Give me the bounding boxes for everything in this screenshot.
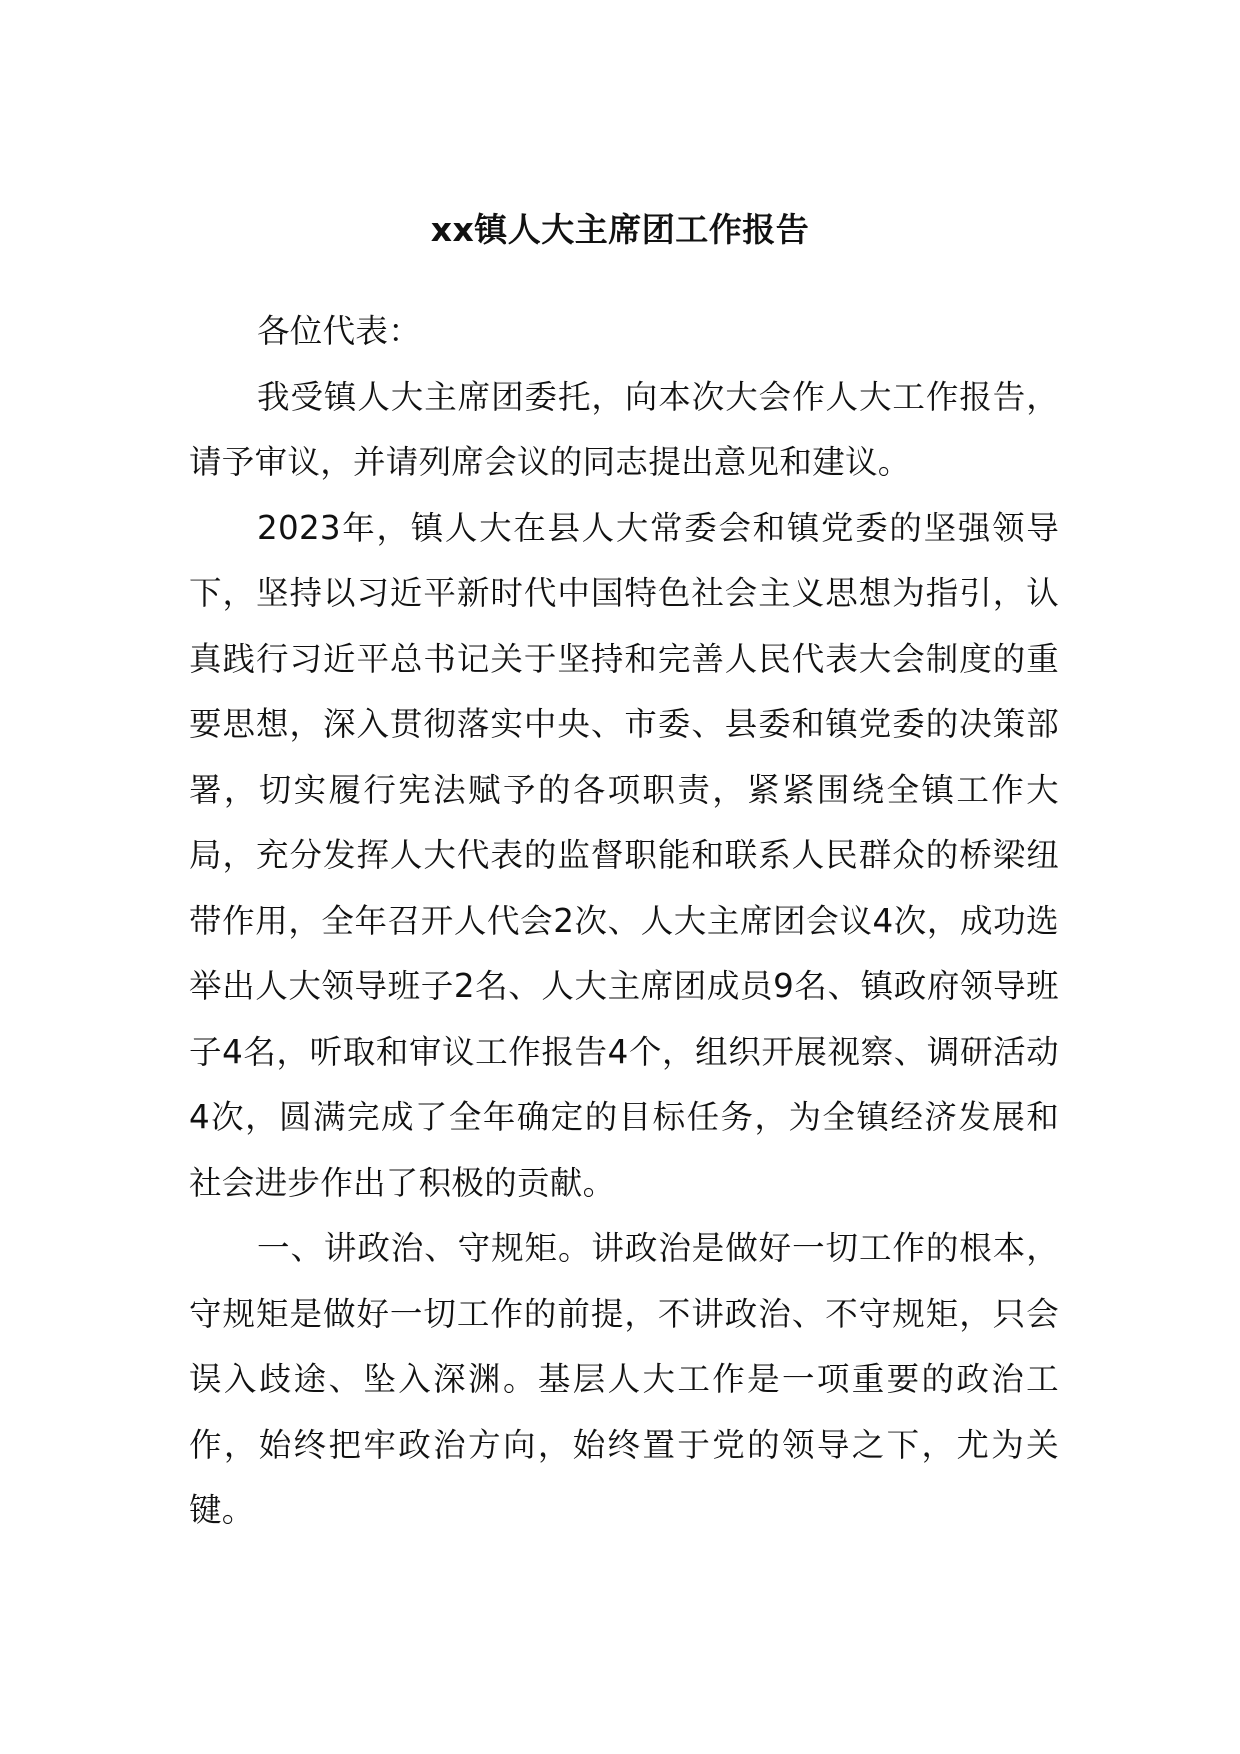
document-title: xx镇人大主席团工作报告 — [430, 210, 810, 249]
document-body — [189, 299, 1059, 1544]
section-one-paragraph: 一、讲政治、守规矩。讲政治是做好一切工作的根本，守规矩是做好一切工作的前提，不讲政治、不守规矩，只会误入歧途、坠入深渊。基层人大工作是一项重要的政治工作，始终把牢政治方向，始终置于党的领导之下，尤为关键。 — [189, 1229, 1059, 1529]
summary-paragraph: 2023年，镇人大在县人大常委会和镇党委的坚强领导下，坚持以习近平新时代中国特色社会主义思想为指引，认真践行习近平总书记关于坚持和完善人民代表大会制度的重要思想，深入贯彻落实中央、市委、县委和镇党委的决策部署，切实履行宪法赋予的各项职责，紧紧围绕全镇工作大局，充分发挥人大代表的监督职能和联系人民群众的桥梁纽带作用，全年召开人代会2次、人大主席团会议4次，成功选举出人大领导班子2名、人大主席团成员9名、镇政府领导班子4名，听取和审议工作报告4个，组织开展视察、调研活动4次，圆满完成了全年确定的目标任务，为全镇经济发展和社会进步作出了积极的贡献。 — [189, 508, 1059, 1202]
intro-paragraph: 我受镇人大主席团委托，向本次大会作人大工作报告，请予审议，并请列席会议的同志提出意见和建议。 — [189, 377, 1059, 481]
salutation-paragraph: 各位代表： — [257, 312, 422, 350]
